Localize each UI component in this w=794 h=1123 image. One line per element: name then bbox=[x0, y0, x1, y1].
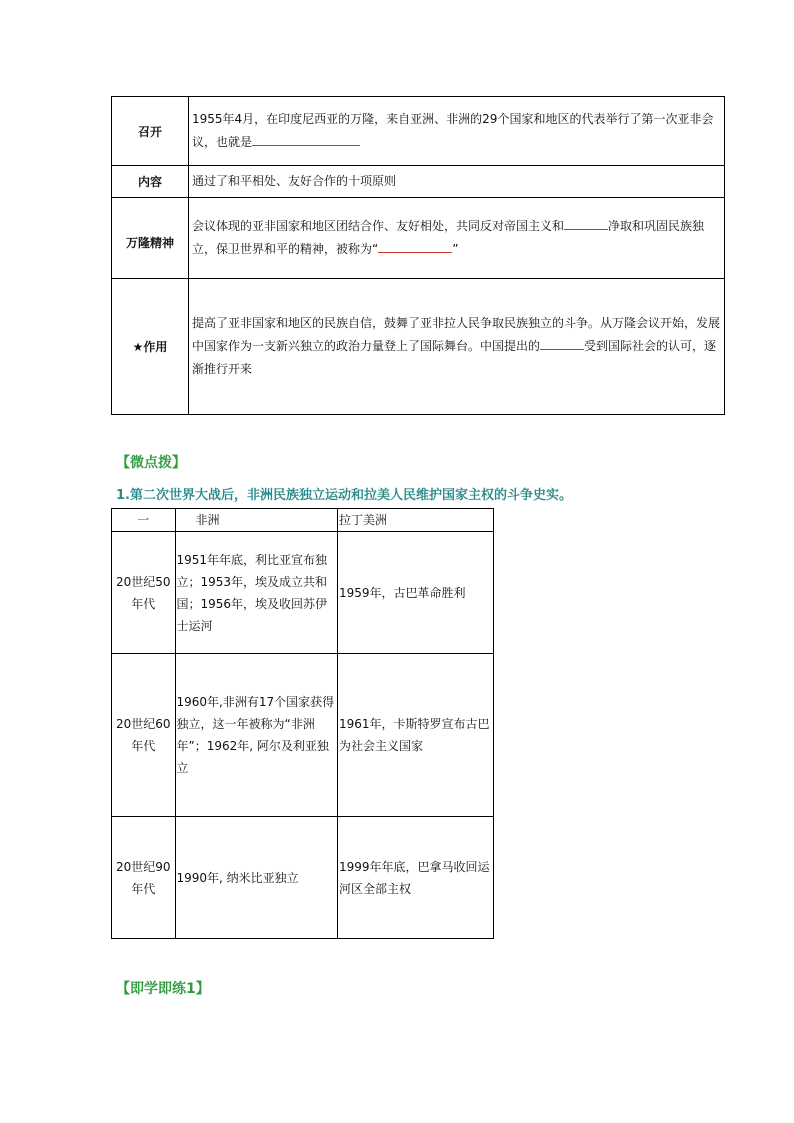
africa-cell: 1951年年底，利比亚宣布独立；1953年，埃及成立共和国；1956年，埃及收回苏伊士运河 bbox=[175, 532, 338, 654]
table-row bbox=[112, 817, 494, 939]
history-table bbox=[111, 508, 494, 939]
header-cell: 非洲 bbox=[175, 509, 338, 532]
header-cell: 拉丁美洲 bbox=[338, 509, 494, 532]
table-row bbox=[112, 166, 725, 198]
row-label: 召开 bbox=[112, 97, 189, 166]
row-label: 万隆精神 bbox=[112, 198, 189, 279]
era-cell: 20世纪50年代 bbox=[112, 532, 176, 654]
row-content: 提高了亚非国家和地区的民族自信，鼓舞了亚非拉人民争取民族独立的斗争。从万隆会议开始，发展中国家作为一支新兴独立的政治力量登上了国际舞台。中国提出的 受到国际社会的认可，逐渐推行开来 bbox=[189, 279, 725, 415]
africa-cell: 1990年, 纳米比亚独立 bbox=[175, 817, 338, 939]
table-row bbox=[112, 279, 725, 415]
header-cell: 一 bbox=[112, 509, 176, 532]
tip-title: 1.第二次世界大战后，非洲民族独立运动和拉美人民维护国家主权的斗争史实。 bbox=[116, 488, 572, 503]
row-content: 1955年4月，在印度尼西亚的万隆，来自亚洲、非洲的29个国家和地区的代表举行了第一次亚非会议，也就是 bbox=[189, 97, 725, 166]
section-tip-heading: 【微点拨】 bbox=[116, 455, 186, 471]
section-practice-heading: 【即学即练1】 bbox=[116, 981, 210, 997]
fill-blank[interactable] bbox=[378, 238, 452, 253]
era-cell: 20世纪90年代 bbox=[112, 817, 176, 939]
table-row bbox=[112, 532, 494, 654]
era-cell: 20世纪60年代 bbox=[112, 654, 176, 817]
table-row bbox=[112, 198, 725, 279]
fill-blank[interactable] bbox=[252, 131, 360, 146]
latam-cell: 1961年，卡斯特罗宣布古巴为社会主义国家 bbox=[338, 654, 494, 817]
fill-blank[interactable] bbox=[564, 215, 608, 230]
summary-table bbox=[111, 96, 725, 415]
latam-cell: 1999年年底，巴拿马收回运河区全部主权 bbox=[338, 817, 494, 939]
row-label: 内容 bbox=[112, 166, 189, 198]
table-header-row bbox=[112, 509, 494, 532]
latam-cell: 1959年，古巴革命胜利 bbox=[338, 532, 494, 654]
row-content: 会议体现的亚非国家和地区团结合作、友好相处，共同反对帝国主义和 净取和巩固民族独立，保卫世界和平的精神，被称为“ ” bbox=[189, 198, 725, 279]
fill-blank[interactable] bbox=[540, 335, 584, 350]
table-row bbox=[112, 97, 725, 166]
row-label: ★作用 bbox=[112, 279, 189, 415]
table-row bbox=[112, 654, 494, 817]
africa-cell: 1960年,非洲有17个国家获得独立，这一年被称为“非洲年”；1962年, 阿尔及利亚独立 bbox=[175, 654, 338, 817]
row-content: 通过了和平相处、友好合作的十项原则 bbox=[189, 166, 725, 198]
